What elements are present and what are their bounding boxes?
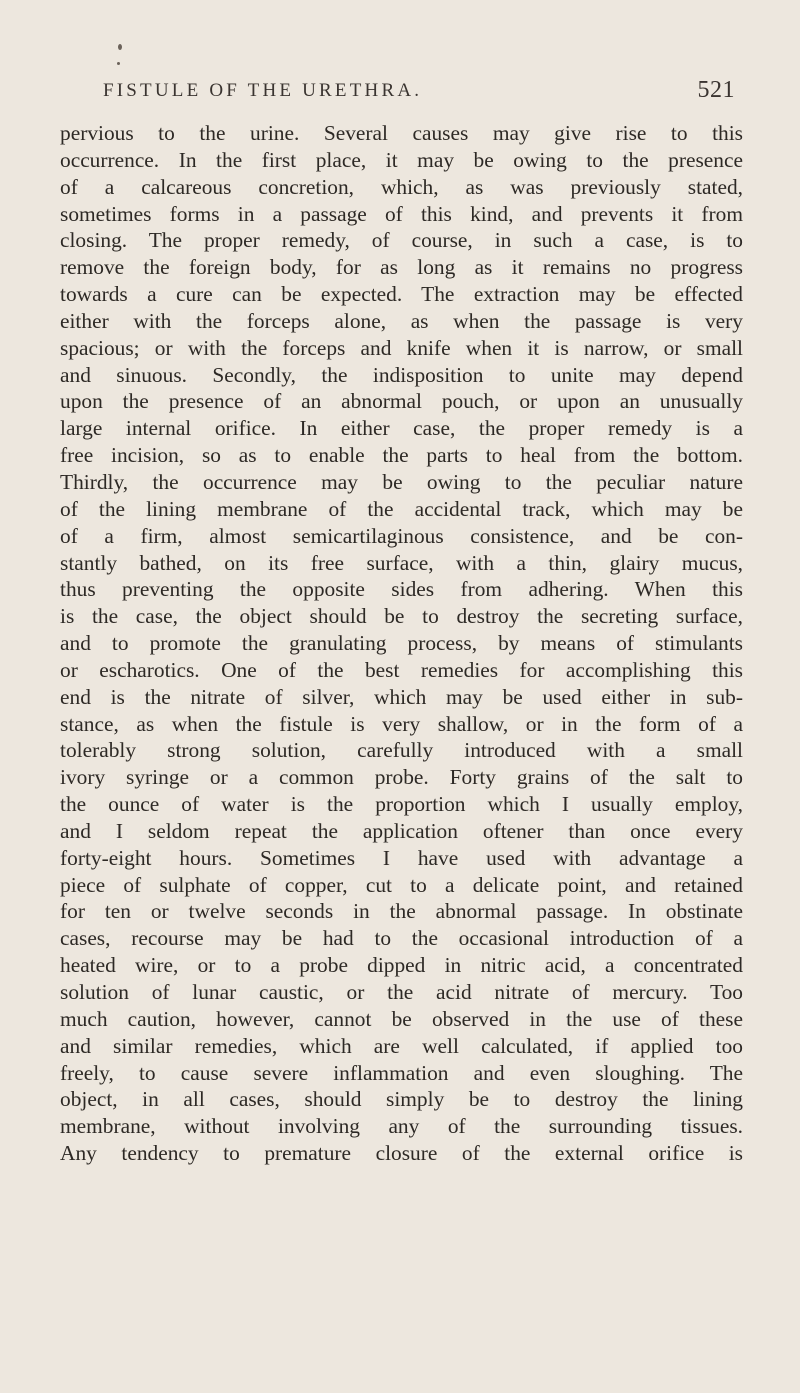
text-line: either with the forceps alone, as when the passage is very [60, 308, 743, 333]
text-line: stantly bathed, on its free surface, with a thin, glairy mucus, [60, 550, 743, 575]
text-line: pervious to the urine. Several causes may give rise to this [60, 121, 743, 145]
text-line: membrane, without involving any of the surrounding tissues. [60, 1114, 743, 1139]
text-line: object, in all cases, should simply be to destroy the lining [60, 1087, 743, 1112]
running-title: FISTULE OF THE URETHRA. [103, 80, 423, 101]
text-line: and similar remedies, which are well calculated, if applied too [60, 1033, 743, 1058]
text-line: is the case, the object should be to destroy the secreting surface, [60, 604, 743, 629]
text-line: spacious; or with the forceps and knife when it is narrow, or small [60, 335, 743, 360]
text-line: ivory syringe or a common probe. Forty grains of the salt to [60, 765, 743, 790]
text-line: of a calcareous concretion, which, as was previously stated, [60, 174, 743, 199]
text-line: Thirdly, the occurrence may be owing to the peculiar nature [60, 469, 743, 494]
text-line: remove the foreign body, for as long as it remains no progress [60, 255, 743, 280]
text-line: sometimes forms in a passage of this kind, and prevents it from [60, 201, 743, 226]
text-line: and sinuous. Secondly, the indisposition to unite may depend [60, 362, 743, 387]
text-line: cases, recourse may be had to the occasional introduction of a [60, 926, 743, 951]
text-line: Any tendency to premature closure of the external orifice is [60, 1141, 743, 1166]
text-line: and I seldom repeat the application oftener than once every [60, 818, 743, 843]
running-head [103, 77, 735, 108]
text-line: freely, to cause severe inflammation and even sloughing. The [60, 1060, 743, 1085]
text-line: the ounce of water is the proportion which I usually employ, [60, 792, 743, 817]
text-line: free incision, so as to enable the parts to heal from the bottom. [60, 443, 743, 468]
text-line: towards a cure can be expected. The extraction may be effected [60, 282, 743, 307]
body-paragraph [60, 120, 743, 1167]
text-line: end is the nitrate of silver, which may be used either in sub- [60, 684, 743, 709]
text-line: occurrence. In the first place, it may be owing to the presence [60, 147, 743, 172]
text-line: thus preventing the opposite sides from adhering. When this [60, 577, 743, 602]
text-line: closing. The proper remedy, of course, in such a case, is to [60, 228, 743, 253]
text-line: and to promote the granulating process, by means of stimulants [60, 631, 743, 656]
text-line: stance, as when the fistule is very shallow, or in the form of a [60, 711, 743, 736]
text-line: forty-eight hours. Sometimes I have used with advantage a [60, 845, 743, 870]
text-line: much caution, however, cannot be observed in the use of these [60, 1006, 743, 1031]
text-line: heated wire, or to a probe dipped in nitric acid, a concentrated [60, 953, 743, 978]
text-line: piece of sulphate of copper, cut to a delicate point, and retained [60, 872, 743, 897]
text-line: tolerably strong solution, carefully introduced with a small [60, 738, 743, 763]
page-number: 521 [697, 77, 735, 103]
text-line: of a firm, almost semicartilaginous consistence, and be con- [60, 523, 743, 548]
text-line: or escharotics. One of the best remedies for accomplishing this [60, 657, 743, 682]
text-line: solution of lunar caustic, or the acid nitrate of mercury. Too [60, 980, 743, 1004]
text-line: upon the presence of an abnormal pouch, or upon an unusually [60, 389, 743, 414]
text-line: for ten or twelve seconds in the abnormal passage. In obstinate [60, 899, 743, 924]
text-line: large internal orifice. In either case, the proper remedy is a [60, 416, 743, 441]
text-line: of the lining membrane of the accidental track, which may be [60, 496, 743, 521]
